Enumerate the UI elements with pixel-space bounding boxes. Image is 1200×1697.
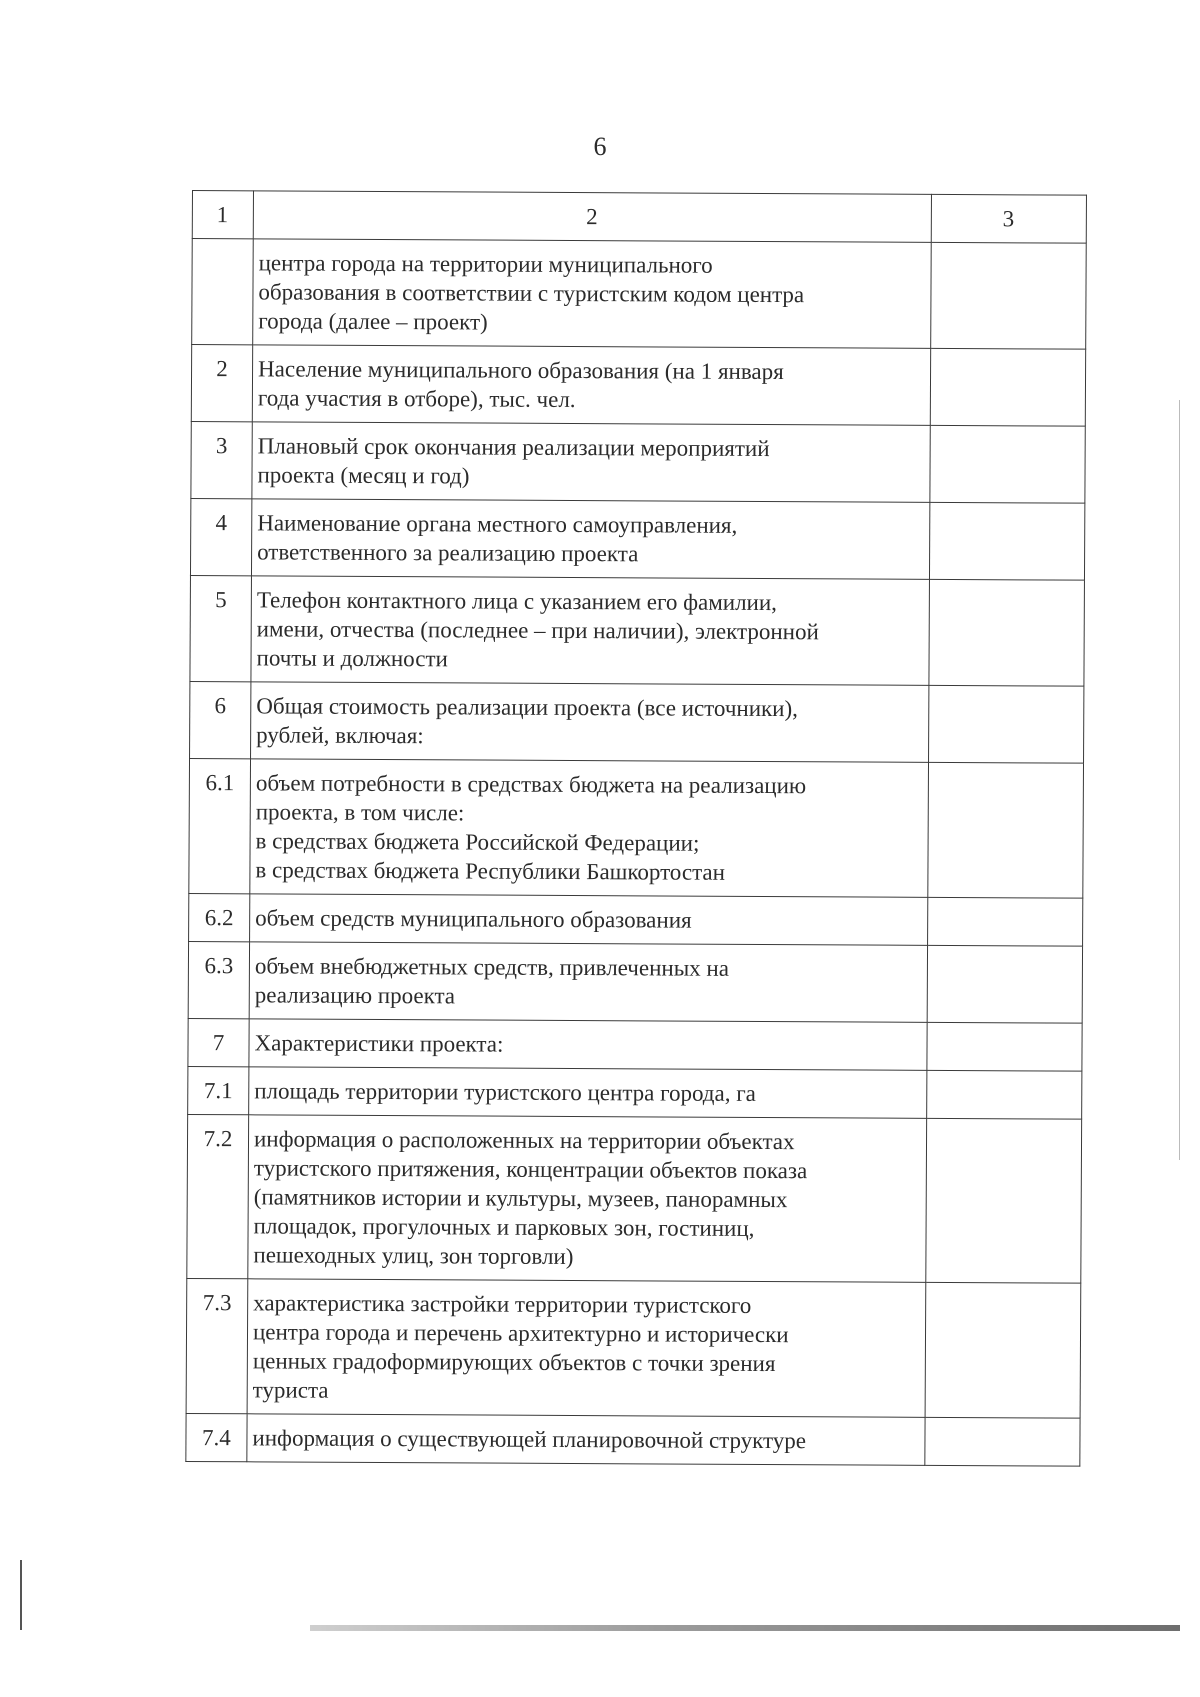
table-row	[188, 941, 1082, 1023]
table-row	[190, 575, 1085, 686]
row-value	[927, 1070, 1082, 1119]
table-row	[187, 1114, 1082, 1283]
row-value	[927, 945, 1082, 1023]
row-value	[925, 1417, 1080, 1466]
table-row	[191, 421, 1085, 503]
table-row	[189, 893, 1083, 946]
row-text: Плановый срок окончания реализации мероприятий проекта (месяц и год)	[252, 422, 930, 503]
row-text: объем средств муниципального образования	[250, 894, 928, 946]
row-text: характеристика застройки территории туристского центра города и перечень архитектурно и исторически ценных градоформирующих объектов с точки зрения туриста	[247, 1279, 926, 1418]
row-text: Телефон контактного лица с указанием его фамилии, имени, отчества (последнее – при наличии), электронной почты и должности	[251, 576, 930, 686]
row-text: информация о расположенных на территории объектах туристского притяжения, концентрации объектов показа (памятников истории и культуры, музеев, панорамных площадок, прогулочных и парковых зон, гостиниц, пешеходных улиц, зон торговли)	[248, 1115, 927, 1283]
row-value	[929, 579, 1085, 686]
row-value	[927, 1022, 1082, 1071]
table-row	[188, 1066, 1082, 1119]
row-number: 7.3	[186, 1278, 248, 1413]
row-text: объем потребности в средствах бюджета на реализацию проекта, в том числе: в средствах бюджета Российской Федерации; в средствах бюджета Республики Башкортостан	[250, 759, 929, 898]
table-row	[190, 498, 1084, 580]
row-text: центра города на территории муниципального образования в соответствии с туристским кодом центра города (далее – проект)	[253, 239, 932, 349]
table-row	[189, 758, 1084, 898]
row-number: 4	[190, 498, 251, 575]
row-number: 7.4	[186, 1413, 247, 1461]
table-row	[191, 345, 1085, 427]
table-header-row	[192, 191, 1086, 244]
row-number: 7.2	[187, 1114, 249, 1278]
page-number: 6	[593, 132, 607, 161]
row-value	[928, 897, 1083, 946]
row-value	[925, 1282, 1081, 1418]
row-value	[929, 502, 1084, 580]
row-text: площадь территории туристского центра города, га	[249, 1067, 927, 1119]
column-number-1: 1	[192, 191, 253, 239]
row-number	[192, 239, 254, 345]
table-row	[190, 681, 1084, 763]
column-number-3: 3	[931, 194, 1086, 243]
application-form-table	[185, 190, 1087, 1467]
row-value	[929, 685, 1084, 763]
row-text: Общая стоимость реализации проекта (все источники), рублей, включая:	[251, 682, 929, 763]
row-text: информация о существующей планировочной структуре	[247, 1414, 925, 1466]
row-number: 5	[190, 575, 252, 681]
table-row	[192, 239, 1087, 350]
row-value	[931, 242, 1087, 349]
row-text: Население муниципального образования (на 1 января года участия в отборе), тыс. чел.	[252, 345, 930, 426]
row-text: Характеристики проекта:	[249, 1019, 927, 1071]
table-row	[186, 1413, 1080, 1466]
row-value	[930, 425, 1085, 503]
scan-edge-bar-bottom	[310, 1625, 1180, 1631]
row-number: 6.3	[188, 941, 249, 1018]
row-value	[930, 348, 1085, 426]
row-number: 6.2	[189, 893, 250, 941]
scan-edge-line-right	[1179, 400, 1180, 1160]
row-number: 7.1	[188, 1066, 249, 1114]
row-text: объем внебюджетных средств, привлеченных на реализацию проекта	[249, 942, 927, 1023]
row-value	[928, 762, 1084, 898]
column-number-2: 2	[253, 191, 931, 243]
table-row	[186, 1278, 1081, 1418]
scan-edge-line-left	[20, 1560, 22, 1630]
row-number: 6.1	[189, 758, 251, 893]
row-number: 2	[191, 345, 252, 422]
row-number: 7	[188, 1018, 249, 1066]
row-text: Наименование органа местного самоуправления, ответственного за реализацию проекта	[251, 499, 929, 580]
row-value	[926, 1118, 1082, 1283]
row-number: 6	[190, 681, 251, 758]
row-number: 3	[191, 421, 252, 498]
table-row	[188, 1018, 1082, 1071]
